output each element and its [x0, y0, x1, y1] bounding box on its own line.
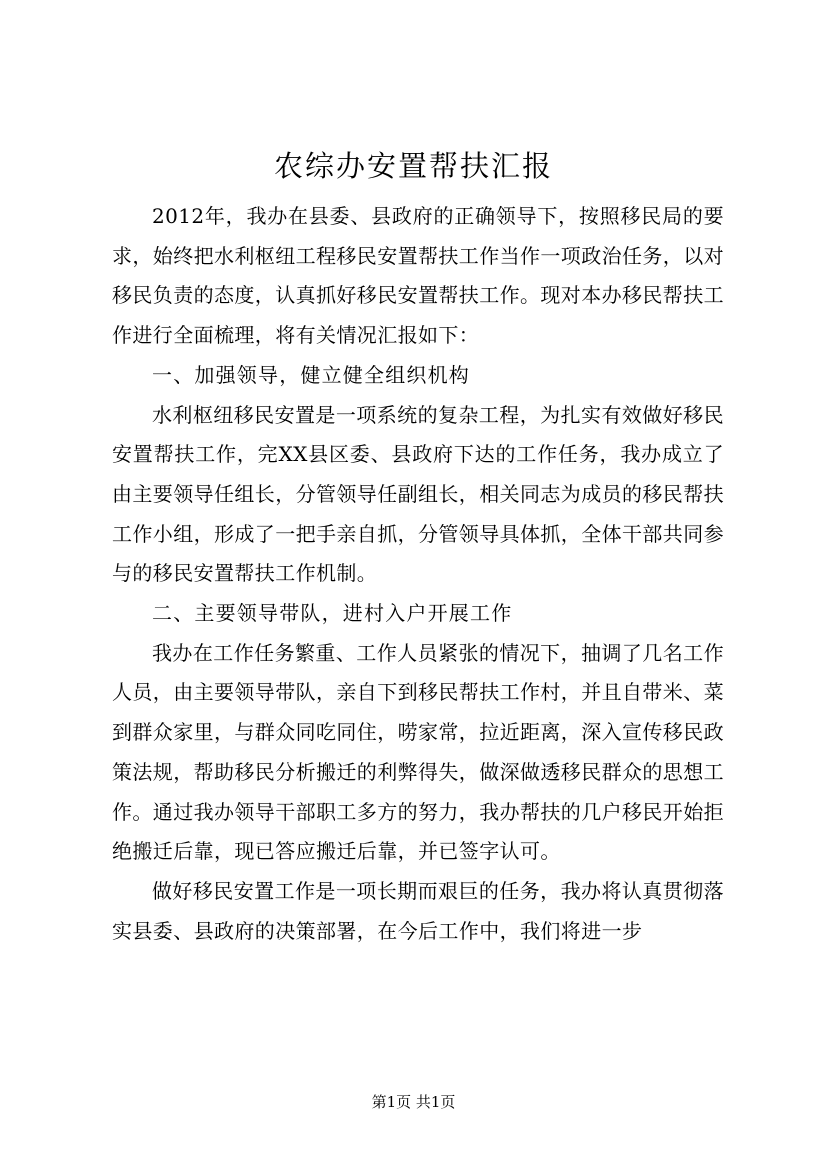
- paragraph-section-2: 我办在工作任务繁重、工作人员紧张的情况下，抽调了几名工作人员，由主要领导带队，亲自下到移民帮扶工作村，并且自带米、菜到群众家里，与群众同吃同住，唠家常，拉近距离，深入宣传移民政策法规，帮助移民分析搬迁的利弊得失，做深做透移民群众的思想工作。通过我办领导干部职工多方的努力，我办帮扶的几户移民开始拒绝搬迁后靠，现已答应搬迁后靠，并已签字认可。: [112, 640, 724, 864]
- section-heading-2: 二、主要领导带队，进村入户开展工作: [152, 601, 513, 626]
- paragraph-intro: 2012年，我办在县委、县政府的正确领导下，按照移民局的要求，始终把水利枢纽工程移民安置帮扶工作当作一项政治任务，以对移民负责的态度，认真抓好移民安置帮扶工作。现对本办移民帮扶工作进行全面梳理，将有关情况汇报如下：: [112, 204, 724, 348]
- section-heading-1: 一、加强领导，健立健全组织机构: [152, 362, 470, 387]
- document-title: 农综办安置帮扶汇报: [273, 149, 553, 183]
- paragraph-conclusion: 做好移民安置工作是一项长期而艰巨的任务，我办将认真贯彻落实县委、县政府的决策部署，在今后工作中，我们将进一步: [112, 878, 724, 943]
- document-body: [112, 197, 724, 951]
- paragraph-section-1: 水利枢纽移民安置是一项系统的复杂工程，为扎实有效做好移民安置帮扶工作，完XX县区委、县政府下达的工作任务，我办成立了由主要领导任组长，分管领导任副组长，相关同志为成员的移民帮扶工作小组，形成了一把手亲自抓，分管领导具体抓，全体干部共同参与的移民安置帮扶工作机制。: [112, 402, 724, 586]
- page-footer: 第1页 共1页: [371, 1093, 456, 1111]
